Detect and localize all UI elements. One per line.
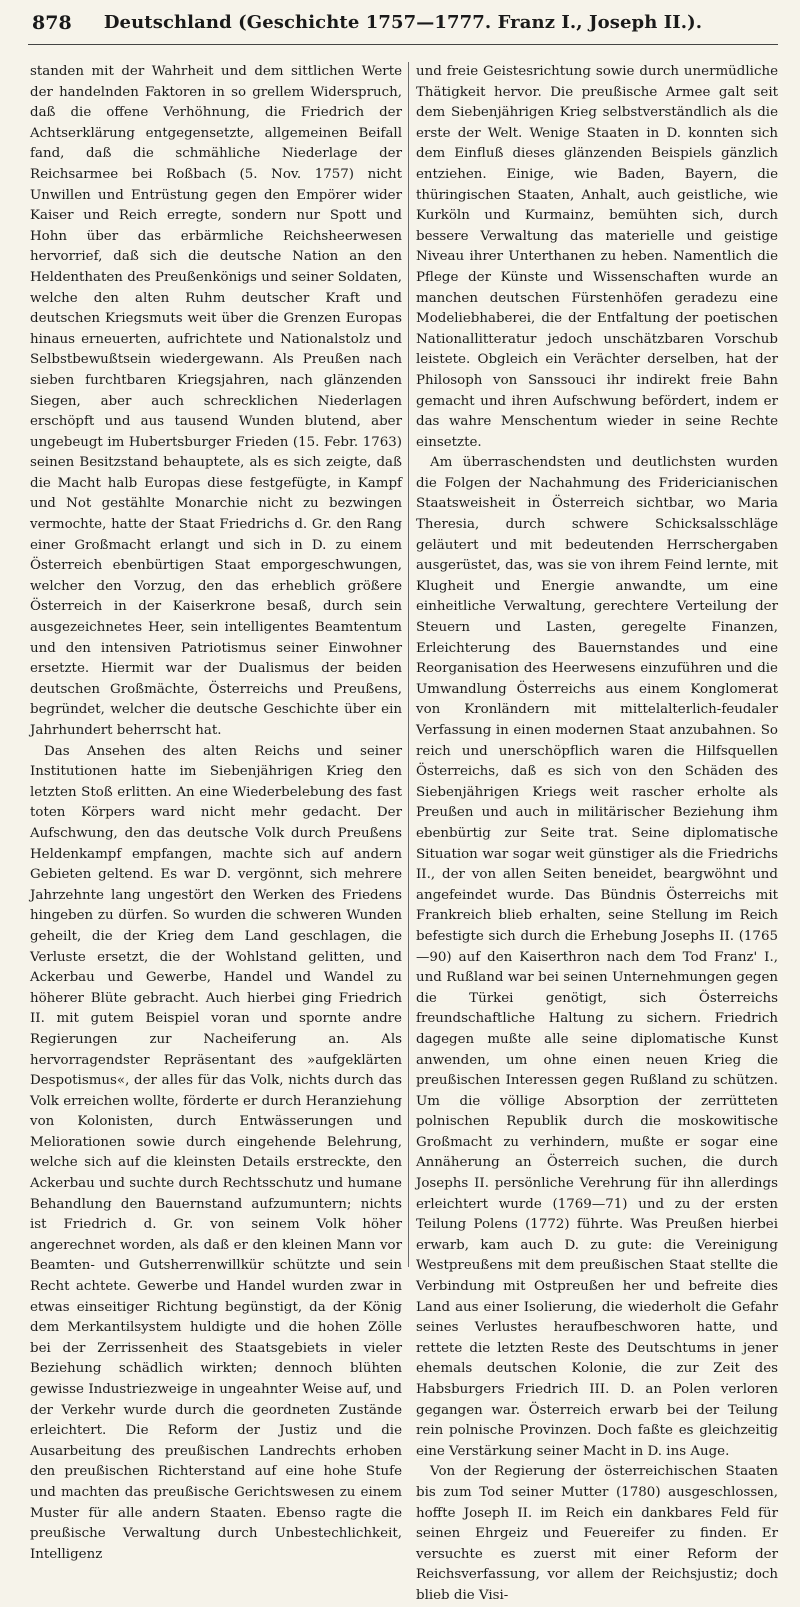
page-number: 878 (32, 12, 72, 34)
left-column (30, 62, 402, 1562)
right-column (416, 62, 778, 1603)
paragraph: und freie Geistesrichtung sowie durch unermüdliche Thätigkeit hervor. Die preußische Armee galt seit dem Siebenjährigen Krieg selbstverständlich als die erste der Welt. Wenige Staaten in D. konnten sich dem Einfluß dieses glänzenden Beispiels gänzlich entziehen. Einige, wie Baden, Bayern, die thüringischen Staaten, Anhalt, auch geistliche, wie Kurköln und Kurmainz, bemühten sich, durch bessere Verwaltung das materielle und geistige Niveau ihrer Unterthanen zu heben. Namentlich die Pflege der Künste und Wissenschaften wurde an manchen deutschen Fürstenhöfen geradezu eine Modeliebhaberei, die der Entfaltung der poetischen Nationallitteratur jedoch unschätzbaren Vorschub leistete. Obgleich ein Verächter derselben, hat der Philosoph von Sanssouci ihr indirekt freie Bahn gemacht und ihren Aufschwung befördert, indem er das wahre Menschentum wieder in seine Rechte einsetzte. (416, 64, 778, 450)
text-columns (30, 62, 778, 1603)
column-divider (408, 62, 409, 1267)
paragraph: Das Ansehen des alten Reichs und seiner Institutionen hatte im Siebenjährigen Krieg den letzten Stoß erlitten. An eine Wiederbelebung des fast toten Körpers ward nicht mehr gedacht. Der Aufschwung, den das deutsche Volk durch Preußens Heldenkampf empfangen, machte sich auf andern Gebieten geltend. Es war D. vergönnt, sich mehrere Jahrzehnte lang ungestört den Werken des Friedens hingeben zu dürfen. So wurden die schweren Wunden geheilt, die der Krieg dem Land geschlagen, die Verluste ersetzt, die der Wohlstand gelitten, und Ackerbau und Gewerbe, Handel und Wandel zu höherer Blüte gebracht. Auch hierbei ging Friedrich II. mit gutem Beispiel voran und spornte andre Regierungen zur Nacheiferung an. Als hervorragendster Repräsentant des »aufgeklärten Despotismus«, der alles für das Volk, nichts durch das Volk erreichen wollte, förderte er durch Heranziehung von Kolonisten, durch Entwässerungen und Meliorationen sowie durch eingehende Belehrung, welche sich auf die kleinsten Details erstreckte, den Ackerbau und suchte durch Rechtsschutz und humane Behandlung den Bauernstand aufzumuntern; nichts ist Friedrich d. Gr. von seinem Volk höher angerechnet worden, als daß er den kleinen Mann vor Beamten- und Gutsherrenwillkür schützte und sein Recht achtete. Gewerbe und Handel wurden zwar in etwas einseitiger Richtung begünstigt, da der König dem Merkantilsystem huldigte und die hohen Zölle bei der Zerrissenheit des Staatsgebiets in vieler Beziehung schädlich wirkten; dennoch blühten gewisse Industriezweige in ungeahnter Weise auf, und der Verkehr wurde durch die geordneten Zustände erleichtert. Die Reform der Justiz und die Ausarbeitung des preußischen Landrechts erhoben den preußischen Richterstand auf eine hohe Stufe und machten das preußische Gerichtswesen zu einem Muster für alle andern Staaten. Ebenso ragte die preußische Verwaltung durch Unbestechlichkeit, Intelligenz (30, 743, 402, 1562)
running-title: Deutschland (Geschichte 1757—1777. Franz I., Joseph II.). (103, 12, 703, 33)
paragraph: Von der Regierung der österreichischen Staaten bis zum Tod seiner Mutter (1780) ausgeschlossen, hoffte Joseph II. im Reich ein dankbares Feld für seinen Ehrgeiz und Feuereifer zu finden. Er versuchte es zuerst mit einer Reform der Reichsverfassung, vor allem der Reichsjustiz; doch blieb die Visi- (416, 1464, 778, 1603)
paragraph: Am überraschendsten und deutlichsten wurden die Folgen der Nachahmung des Fridericianischen Staatsweisheit in Österreich sichtbar, wo Maria Theresia, durch schwere Schicksalsschläge geläutert und mit bedeutenden Herrschergaben ausgerüstet, das, was sie von ihrem Feind lernte, mit Klugheit und Energie anwandte, um eine einheitliche Verwaltung, gerechtere Verteilung der Steuern und Lasten, geregelte Finanzen, Erleichterung des Bauernstandes und eine Reorganisation des Heerwesens einzuführen und die Umwandlung Österreichs aus einem Konglomerat von Kronländern mit mittelalterlich-feudaler Verfassung in einen modernen Staat anzubahnen. So reich und unerschöpflich waren die Hilfsquellen Österreichs, daß es sich von den Schäden des Siebenjährigen Kriegs weit rascher erholte als Preußen und auch in militärischer Beziehung ihm ebenbürtig zur Seite trat. Seine diplomatische Situation war sogar weit günstiger als die Friedrichs II., der von allen Seiten beneidet, beargwöhnt und angefeindet wurde. Das Bündnis Österreichs mit Frankreich blieb erhalten, seine Stellung im Reich befestigte sich durch die Erhebung Josephs II. (1765—90) auf den Kaiserthron nach dem Tod Franz' I., und Rußland war bei seinen Unternehmungen gegen die Türkei genötigt, sich Österreichs freundschaftliche Haltung zu sichern. Friedrich dagegen mußte alle seine diplomatische Kunst anwenden, um ohne einen neuen Krieg die preußischen Interessen gegen Rußland zu schützen. Um die völlige Absorption der zerrütteten polnischen Republik durch die moskowitische Großmacht zu verhindern, mußte er sogar eine Annäherung an Österreich suchen, die durch Josephs II. persönliche Verehrung für ihn allerdings erleichtert wurde (1769—71) und zu der ersten Teilung Polens (1772) führte. Was Preußen hierbei erwarb, kam auch D. zu gute: die Vereinigung Westpreußens mit dem preußischen Staat stellte die Verbindung mit Ostpreußen her und befreite dies Land aus einer Isolierung, die wiederholt die Gefahr seines Verlustes heraufbeschworen hatte, und rettete die letzten Reste des Deutschtums in jener ehemals deutschen Kolonie, die zur Zeit des Habsburgers Friedrich III. D. an Polen verloren gegangen war. Österreich erwarb bei der Teilung rein polnische Provinzen. Doch faßte es gleichzeitig eine Verstärkung seiner Macht in D. ins Auge. (416, 455, 778, 1459)
paragraph: standen mit der Wahrheit und dem sittlichen Werte der handelnden Faktoren in so grellem Widerspruch, daß die offene Verhöhnung, die Friedrich der Achtserklärung entgegensetzte, allgemeinen Beifall fand, daß die schmähliche Niederlage der Reichsarmee bei Roßbach (5. Nov. 1757) nicht Unwillen und Entrüstung gegen den Empörer wider Kaiser und Reich erregte, sondern nur Spott und Hohn über das erbärmliche Reichsheerwesen hervorrief, daß sich die deutsche Nation an den Heldenthaten des Preußenkönigs und seiner Soldaten, welche den alten Ruhm deutscher Kraft und deutschen Kriegsmuts weit über die Grenzen Europas hinaus erneuerten, aufrichtete und Nationalstolz und Selbstbewußtsein wiedergewann. Als Preußen nach sieben furchtbaren Kriegsjahren, nach glänzenden Siegen, aber auch schrecklichen Niederlagen erschöpft und aus tausend Wunden blutend, aber ungebeugt im Hubertsburger Frieden (15. Febr. 1763) seinen Besitzstand behauptete, als es sich zeigte, daß die Macht halb Europas diese festgefügte, in Kampf und Not gestählte Monarchie nicht zu bezwingen vermochte, hatte der Staat Friedrichs d. Gr. den Rang einer Großmacht erlangt und sich in D. zu einem Österreich ebenbürtigen Staat emporgeschwungen, welcher den Vorzug, den das erheblich größere Österreich in der Kaiserkrone besaß, durch sein ausgezeichnetes Heer, sein intelligentes Beamtentum und den intensiven Patriotismus seiner Einwohner ersetzte. Hiermit war der Dualismus der beiden deutschen Großmächte, Österreichs und Preußens, begründet, welcher die deutsche Geschichte über ein Jahrhundert beherrscht hat. (30, 64, 402, 738)
page-header (28, 6, 778, 45)
